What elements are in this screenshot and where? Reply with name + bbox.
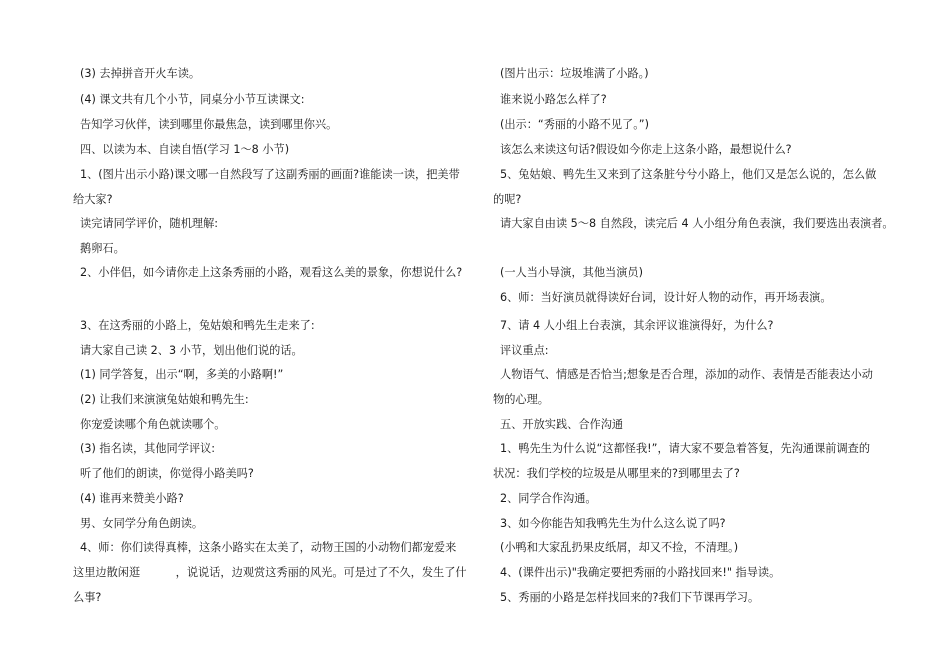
text-line: 的呢? [493, 193, 522, 206]
text-line: 1、(图片出示小路)课文哪一自然段写了这副秀丽的画面?谁能读一读，把美带 [80, 168, 460, 181]
text-line: 6、师：当好演员就得读好台词，设计好人物的动作，再开场表演。 [500, 291, 832, 304]
text-line: (3) 去掉拼音开火车读。 [80, 67, 201, 80]
text-line: (一人当小导演，其他当演员) [500, 266, 643, 279]
text-line: 谁来说小路怎么样了? [500, 93, 607, 106]
text-line: 1、鸭先生为什么说“这都怪我!”，请大家不要急着答复，先沟通课前调查的 [500, 442, 871, 455]
text-line: (1) 同学答复，出示“啊，多美的小路啊!” [80, 368, 284, 381]
text-line: 人物语气、情感是否恰当;想象是否合理，添加的动作、表情是否能表达小动 [500, 368, 873, 381]
section-heading: 五、开放实践、合作沟通 [500, 418, 624, 431]
text-line: (图片出示：垃圾堆满了小路。) [500, 67, 649, 80]
text-line: 该怎么来读这句话?假设如今你走上这条小路，最想说什么? [500, 143, 792, 156]
text-line: 4、师：你们读得真棒，这条小路实在太美了，动物王国的小动物们都宠爱来 [80, 541, 457, 554]
text-line: 评议重点: [500, 344, 549, 357]
text-line: 告知学习伙伴，读到哪里你最焦急，读到哪里你兴。 [80, 118, 338, 131]
text-line: 3、在这秀丽的小路上，兔姑娘和鸭先生走来了: [80, 319, 315, 332]
text-line: 物的心理。 [493, 393, 549, 406]
text-line: 7、请 4 人小组上台表演，其余评议谁演得好，为什么? [500, 319, 774, 332]
text-line: 4、(课件出示)"我确定要把秀丽的小路找回来!" 指导读。 [500, 566, 781, 579]
text-line: (4) 课文共有几个小节，同桌分小节互读课文: [80, 93, 305, 106]
text-line: 请大家自己读 2、3 小节，划出他们说的话。 [80, 344, 303, 357]
text-line: 状况：我们学校的垃圾是从哪里来的?到哪里去了? [493, 467, 740, 480]
text-line: 这里边散闲逛 ，说说话，边观赏这秀丽的风光。可是过了不久，发生了什 [73, 566, 467, 579]
text-line: 男、女同学分角色朗读。 [80, 517, 204, 530]
text-line: (3) 指名读，其他同学评议: [80, 442, 216, 455]
text-line: 鹅卵石。 [80, 242, 125, 255]
text-line: (出示：“秀丽的小路不见了。”) [500, 118, 649, 131]
text-line: (小鸭和大家乱扔果皮纸屑，却又不捡，不清理。) [500, 541, 739, 554]
text-line: 2、同学合作沟通。 [500, 492, 597, 505]
text-line: 你宠爱读哪个角色就读哪个。 [80, 418, 226, 431]
text-line: 3、如今你能告知我鸭先生为什么这么说了吗? [500, 517, 726, 530]
text-line: 5、秀丽的小路是怎样找回来的?我们下节课再学习。 [500, 591, 760, 604]
text-line: 读完请同学评价，随机理解: [80, 217, 219, 230]
text-line: 2、小伴侣，如今请你走上这条秀丽的小路，观看这么美的景象，你想说什么? [80, 266, 463, 279]
section-heading: 四、以读为本、自读自悟(学习 1～8 小节) [80, 143, 290, 156]
text-line: (2) 让我们来演演兔姑娘和鸭先生: [80, 393, 249, 406]
text-line: 给大家? [73, 193, 113, 206]
text-line: 请大家自由读 5～8 自然段，读完后 4 人小组分角色表演，我们要选出表演者。 [500, 217, 894, 230]
text-line: 5、兔姑娘、鸭先生又来到了这条脏兮兮小路上，他们又是怎么说的，怎么做 [500, 168, 877, 181]
text-line: (4) 谁再来赞美小路? [80, 492, 184, 505]
text-line: 听了他们的朗读，你觉得小路美吗? [80, 467, 254, 480]
text-line: 么事? [73, 591, 102, 604]
